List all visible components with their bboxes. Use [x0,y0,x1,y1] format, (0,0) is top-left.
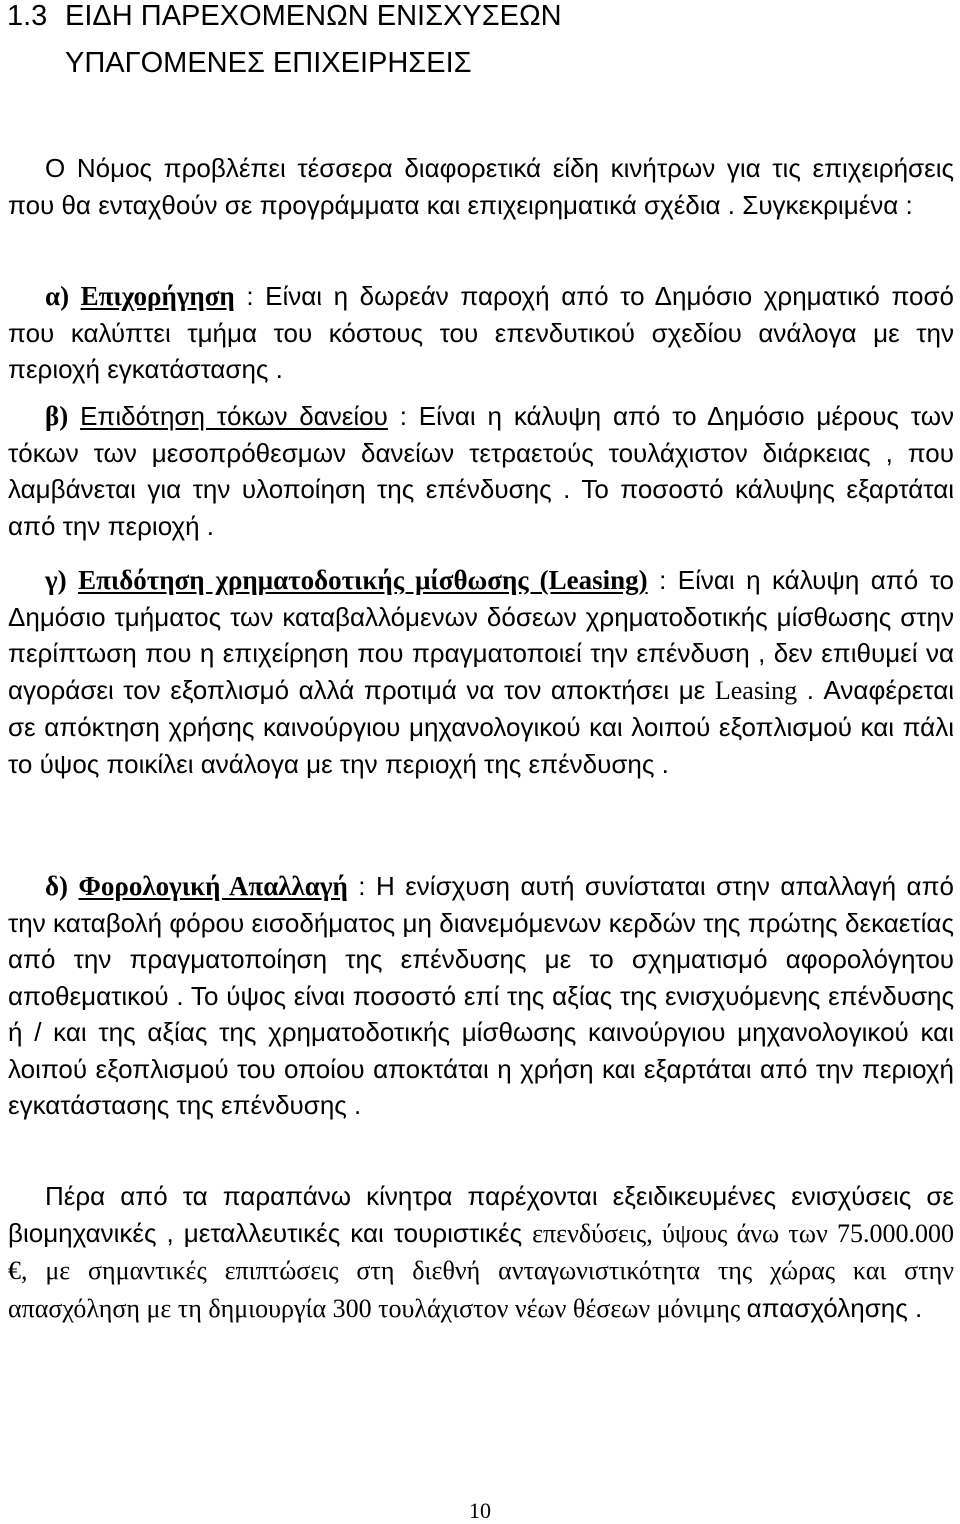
item-d-label: δ) [45,871,69,901]
section-number: 1.3 [7,0,48,32]
item-c-paragraph [8,562,954,782]
closing-text-3: απασχόλησης . [746,1292,923,1323]
item-c-leasing-word: Leasing [714,675,798,705]
item-c-term: Επιδότηση χρηματοδοτικής μίσθωσης (Leasing) [78,565,648,595]
item-a-paragraph [8,278,954,388]
section-heading [7,2,562,31]
closing-text-1: Πέρα από τα παραπάνω κίνητρα παρέχονται εξειδικευμένες ενισχύσεις σε βιομηχανικές , μεταλλευτικές και τουριστικές [8,1181,954,1248]
item-d-term: Φορολογική Απαλλαγή [78,871,348,901]
item-b-text: : Είναι η κάλυψη από το Δημόσιο μέρους των τόκων των μεσοπρόθεσμων δανείων τετραετούς τουλάχιστον διάρκειας , που λαμβάνεται για την υλοποίηση της επένδυσης . Το ποσοστό κάλυψης εξαρτάται από την περιοχή . [8,401,954,541]
item-c-text-1: : Είναι η κάλυψη από το Δημόσιο τμήματος των καταβαλλόμενων δόσεων χρηματοδοτικής μίσθωσης στην περίπτωση που η επιχείρηση που πραγματοποιεί την επένδυση , δεν επιθυμεί να αγοράσει τον εξοπλισμό αλλά προτιμά να τον αποκτήσει με [8,565,954,705]
item-d-paragraph [8,868,954,1124]
page-number: 10 [469,1498,491,1523]
item-c-text-2: . Αναφέρεται σε απόκτηση χρήσης καινούργιου μηχανολογικού και λοιπού εξοπλισμού και πάλι το ύψος ποικίλει ανάλογα με την περιοχή της επένδυσης . [8,674,954,779]
closing-text-2: επενδύσεις, ύψους άνω των 75.000.000 €, με σημαντικές επιπτώσεις στη διεθνή ανταγωνιστικότητα της χώρας και στην απασχόληση με τη δημιουργία 300 τουλάχιστον νέων θέσεων μόνιμης [8,1218,954,1323]
item-b-paragraph [8,398,954,544]
item-a-text: : Είναι η δωρεάν παροχή από το Δημόσιο χρηματικό ποσό που καλύπτει τμήμα του κόστους του επενδυτικού σχεδίου ανάλογα με την περιοχή εγκατάστασης . [8,281,954,384]
item-c-label: γ) [45,565,67,595]
item-b-label: β) [45,401,69,431]
item-a-label: α) [45,281,70,311]
item-d-text: : Η ενίσχυση αυτή συνίσταται στην απαλλαγή από την καταβολή φόρου εισοδήματος μη διανεμόμενων κερδών της πρώτης δεκαετίας από την πραγματοποίηση της επένδυσης με το σχηματισμό αφορολόγητου αποθεματικού . Το ύψος είναι ποσοστό επί της αξίας της ενισχυόμενης επένδυσης ή / και της αξίας της χρηματοδοτικής μίσθωσης καινούργιου μηχανολογικού και λοιπού εξοπλισμού του οποίου αποκτάται η χρήση και εξαρτάται από την περιοχή εγκατάστασης της επένδυσης . [8,871,954,1120]
section-title-line-1: ΕΙΔΗ ΠΑΡΕΧΟΜΕΝΩΝ ΕΝΙΣΧΥΣΕΩΝ [65,0,562,32]
section-title-line-2: ΥΠΑΓΟΜΕΝΕΣ ΕΠΙΧΕΙΡΗΣΕΙΣ [65,47,472,79]
item-a-term: Επιχορήγηση [80,281,235,311]
item-b-term: Επιδότηση τόκων δανείου [80,401,388,431]
closing-paragraph [8,1178,954,1327]
intro-text: Ο Νόμος προβλέπει τέσσερα διαφορετικά είδη κινήτρων για τις επιχειρήσεις που θα ενταχθούν σε προγράμματα και επιχειρηματικά σχέδια . Συγκεκριμένα : [8,153,954,220]
intro-paragraph [8,150,954,223]
